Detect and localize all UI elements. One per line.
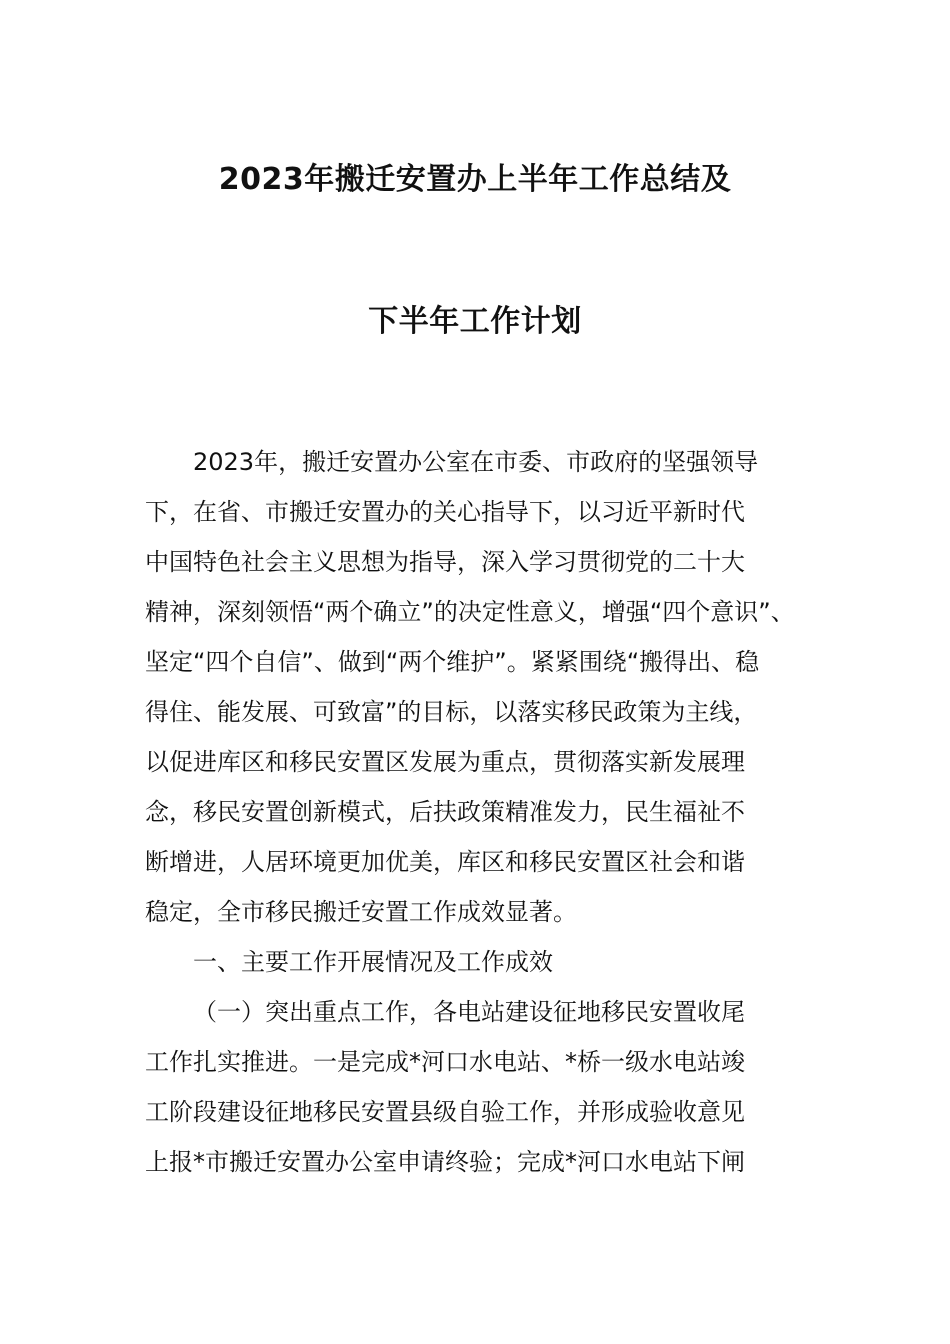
paragraph-1-line-7: 以促进库区和移民安置区发展为重点，贯彻落实新发展理 bbox=[145, 748, 745, 776]
section-heading-1: 一、主要工作开展情况及工作成效 bbox=[193, 948, 553, 976]
paragraph-1-line-10: 稳定，全市移民搬迁安置工作成效显著。 bbox=[145, 898, 577, 926]
paragraph-1-line-8: 念，移民安置创新模式，后扶政策精准发力，民生福祉不 bbox=[145, 798, 745, 826]
paragraph-2-line-2: 工作扎实推进。一是完成*河口水电站、*桥一级水电站竣 bbox=[145, 1048, 745, 1076]
paragraph-1-line-2: 下，在省、市搬迁安置办的关心指导下，以习近平新时代 bbox=[145, 498, 745, 526]
paragraph-1-line-5: 坚定“四个自信”、做到“两个维护”。紧紧围绕“搬得出、稳 bbox=[145, 648, 760, 676]
paragraph-1-line-6: 得住、能发展、可致富”的目标，以落实移民政策为主线， bbox=[145, 698, 758, 726]
document-title-line-1: 2023年搬迁安置办上半年工作总结及 bbox=[218, 162, 732, 197]
paragraph-1-line-4: 精神，深刻领悟“两个确立”的决定性意义，增强“四个意识”、 bbox=[145, 598, 795, 626]
paragraph-1-line-1: 2023年，搬迁安置办公室在市委、市政府的坚强领导 bbox=[193, 448, 759, 476]
document-title-line-2: 下半年工作计划 bbox=[368, 304, 582, 339]
paragraph-2-line-4: 上报*市搬迁安置办公室申请终验；完成*河口水电站下闸 bbox=[145, 1148, 745, 1176]
paragraph-1-line-3: 中国特色社会主义思想为指导，深入学习贯彻党的二十大 bbox=[145, 548, 745, 576]
paragraph-1-line-9: 断增进，人居环境更加优美，库区和移民安置区社会和谐 bbox=[145, 848, 745, 876]
paragraph-2-line-3: 工阶段建设征地移民安置县级自验工作，并形成验收意见 bbox=[145, 1098, 745, 1126]
paragraph-2-line-1: （一）突出重点工作，各电站建设征地移民安置收尾 bbox=[193, 998, 745, 1026]
